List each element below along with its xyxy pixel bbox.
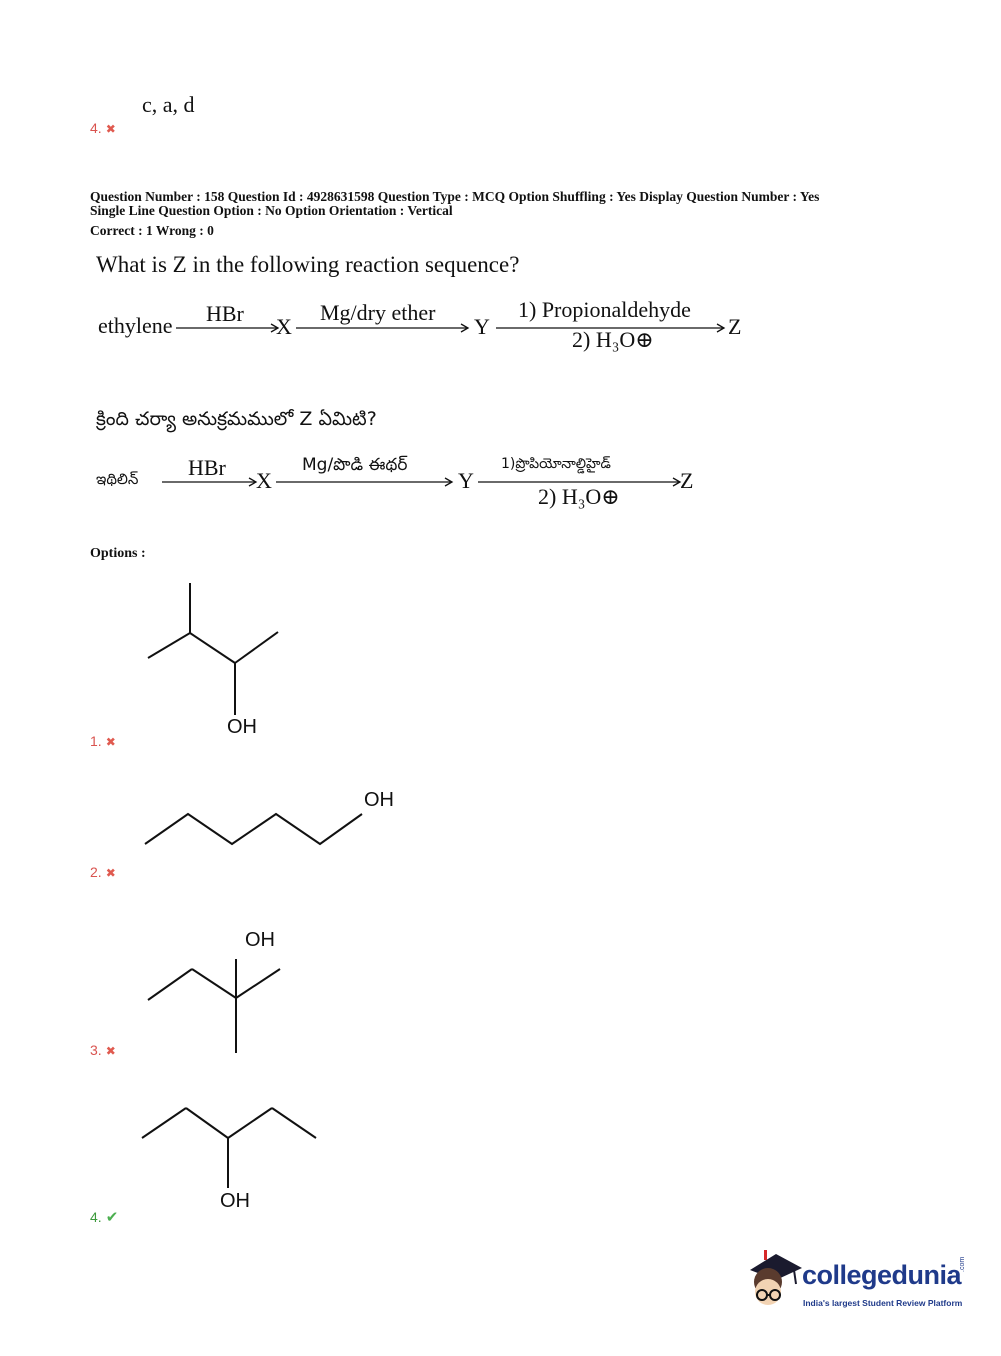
reagent-hbr-te: HBr [188,455,226,480]
option-3-structure [140,955,300,1060]
mascot-icon [742,1248,804,1314]
reagent-hbr: HBr [206,301,244,326]
prev-answer-text: c, a, d [142,92,195,117]
cross-icon: ✖ [105,1044,116,1058]
product-z-te: Z [680,468,694,493]
option-4-structure [138,1100,323,1195]
option-3-oh-label: OH [245,929,275,951]
option-2-structure [140,800,380,860]
option-3-marker [90,1042,116,1060]
question-meta-line3: Correct : 1 Wrong : 0 [90,223,214,238]
option-number: 3. [90,1042,102,1058]
reagent-mg-ether: Mg/dry ether [320,300,436,325]
reaction-scheme-en [96,295,756,355]
option-4-oh-label: OH [220,1190,250,1212]
question-text-te: క్రింది చర్యా అనుక్రమములో Z ఏమిటి? [96,408,377,430]
product-y-te: Y [458,468,474,493]
reactant-ethylene-te: ఇథిలిన్ [96,470,139,488]
reagent-hydronium: 2) H₃O⊕ [572,327,654,352]
question-text-en: What is Z in the following reaction sequence? [96,252,520,277]
collegedunia-logo [742,1248,972,1318]
option-number: 4. [90,1209,102,1225]
reagent-hydronium-te: 2) H₃O⊕ [538,484,620,509]
option-2-oh-label: OH [364,789,394,811]
reagent-propionaldehyde-te: 1)ప్రొపియోనాల్డిహైడ్ [501,456,611,472]
brand-suffix: .com [959,1256,966,1272]
option-number: 4. [90,120,102,136]
reagent-mg-ether-te: Mg/పొడి ఈథర్ [302,455,408,475]
option-4-marker [90,1208,118,1227]
question-meta-line1: Question Number : 158 Question Id : 4928631598 Question Type : MCQ Option Shuffling : Yes Display Question Number : Yes [90,189,820,204]
options-label: Options : [90,546,146,561]
cross-icon: ✖ [105,122,116,136]
cross-icon: ✖ [105,866,116,880]
option-number: 2. [90,864,102,880]
prev-option-row [90,120,116,138]
product-x: X [276,314,292,339]
product-x-te: X [256,468,272,493]
option-2-marker [90,864,116,882]
product-y: Y [474,314,490,339]
brand-name: collegedunia [802,1260,962,1290]
option-number: 1. [90,733,102,749]
reaction-scheme-te [96,452,716,514]
product-z: Z [728,314,742,339]
cross-icon: ✖ [105,735,116,749]
reactant-ethylene: ethylene [98,313,173,338]
option-1-oh-label: OH [227,716,257,738]
brand-tagline: India's largest Student Review Platform [803,1298,963,1308]
option-1-marker [90,733,116,751]
option-1-structure [140,575,290,745]
question-meta-line2: Single Line Question Option : No Option Orientation : Vertical [90,203,453,218]
check-icon: ✔ [105,1208,119,1226]
reagent-propionaldehyde: 1) Propionaldehyde [518,297,691,322]
